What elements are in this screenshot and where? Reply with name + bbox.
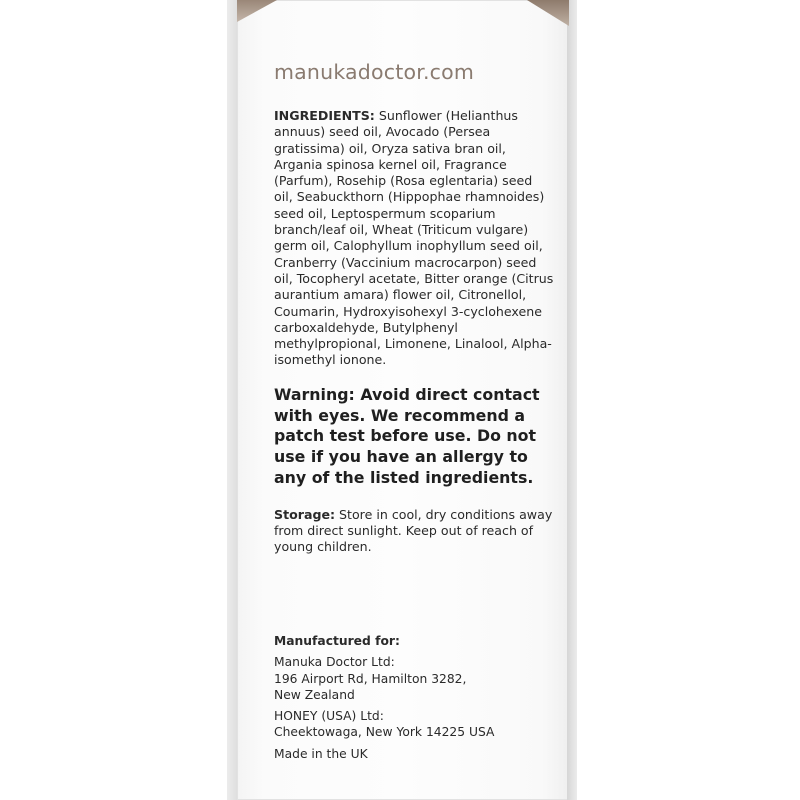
manufacturer-heading: Manufactured for:	[274, 634, 400, 648]
storage-info	[274, 507, 554, 556]
ingredients-label: INGREDIENTS:	[274, 108, 375, 123]
address-nz-line1: 196 Airport Rd, Hamilton 3282,	[274, 671, 467, 686]
address-usa: Cheektowaga, New York 14225 USA	[274, 725, 495, 740]
ingredients-text: Sunflower (Helianthus annuus) seed oil, Avocado (Persea gratissima) oil, Oryza sativa bran oil, Argania spinosa kernel oil, Fragrance (Parfum), Rosehip (Rosa eglentaria) seed oil, Seabuckthorn (Hippophae rhamnoides) seed oil, Leptospermum scoparium branch/leaf oil, Wheat (Triticum vulgare) germ oil, Calophyllum inophyllum seed oil, Cranberry (Vaccinium macrocarpon) seed oil, Tocopheryl acetate, Bitter orange (Citrus aurantium amara) flower oil, Citronellol, Coumarin, Hydroxyisohexyl 3-cyclohexene carboxaldehyde, Butylphenyl methylpropional, Limonene, Linalool, Alpha-isomethyl ionone.	[274, 108, 554, 368]
warning-text: Warning: Avoid direct contact with eyes. We recommend a patch test before use. Do not use if you have an allergy to any of the listed ingredients.	[274, 384, 540, 487]
storage-label: Storage:	[274, 506, 336, 522]
website-url: manukadoctor.com	[274, 60, 475, 84]
box-right-side	[567, 0, 577, 800]
storage-text: Store in cool, dry conditions away from direct sunlight. Keep out of reach of young children.	[274, 506, 553, 555]
label-content	[274, 60, 554, 568]
company-name-nz: Manuka Doctor Ltd:	[274, 655, 395, 670]
address-nz-line2: New Zealand	[274, 687, 355, 702]
manufacturer-info	[274, 633, 554, 762]
country-of-origin: Made in the UK	[274, 746, 368, 761]
company-name-usa: HONEY (USA) Ltd:	[274, 709, 384, 724]
ingredients-list	[274, 108, 554, 369]
